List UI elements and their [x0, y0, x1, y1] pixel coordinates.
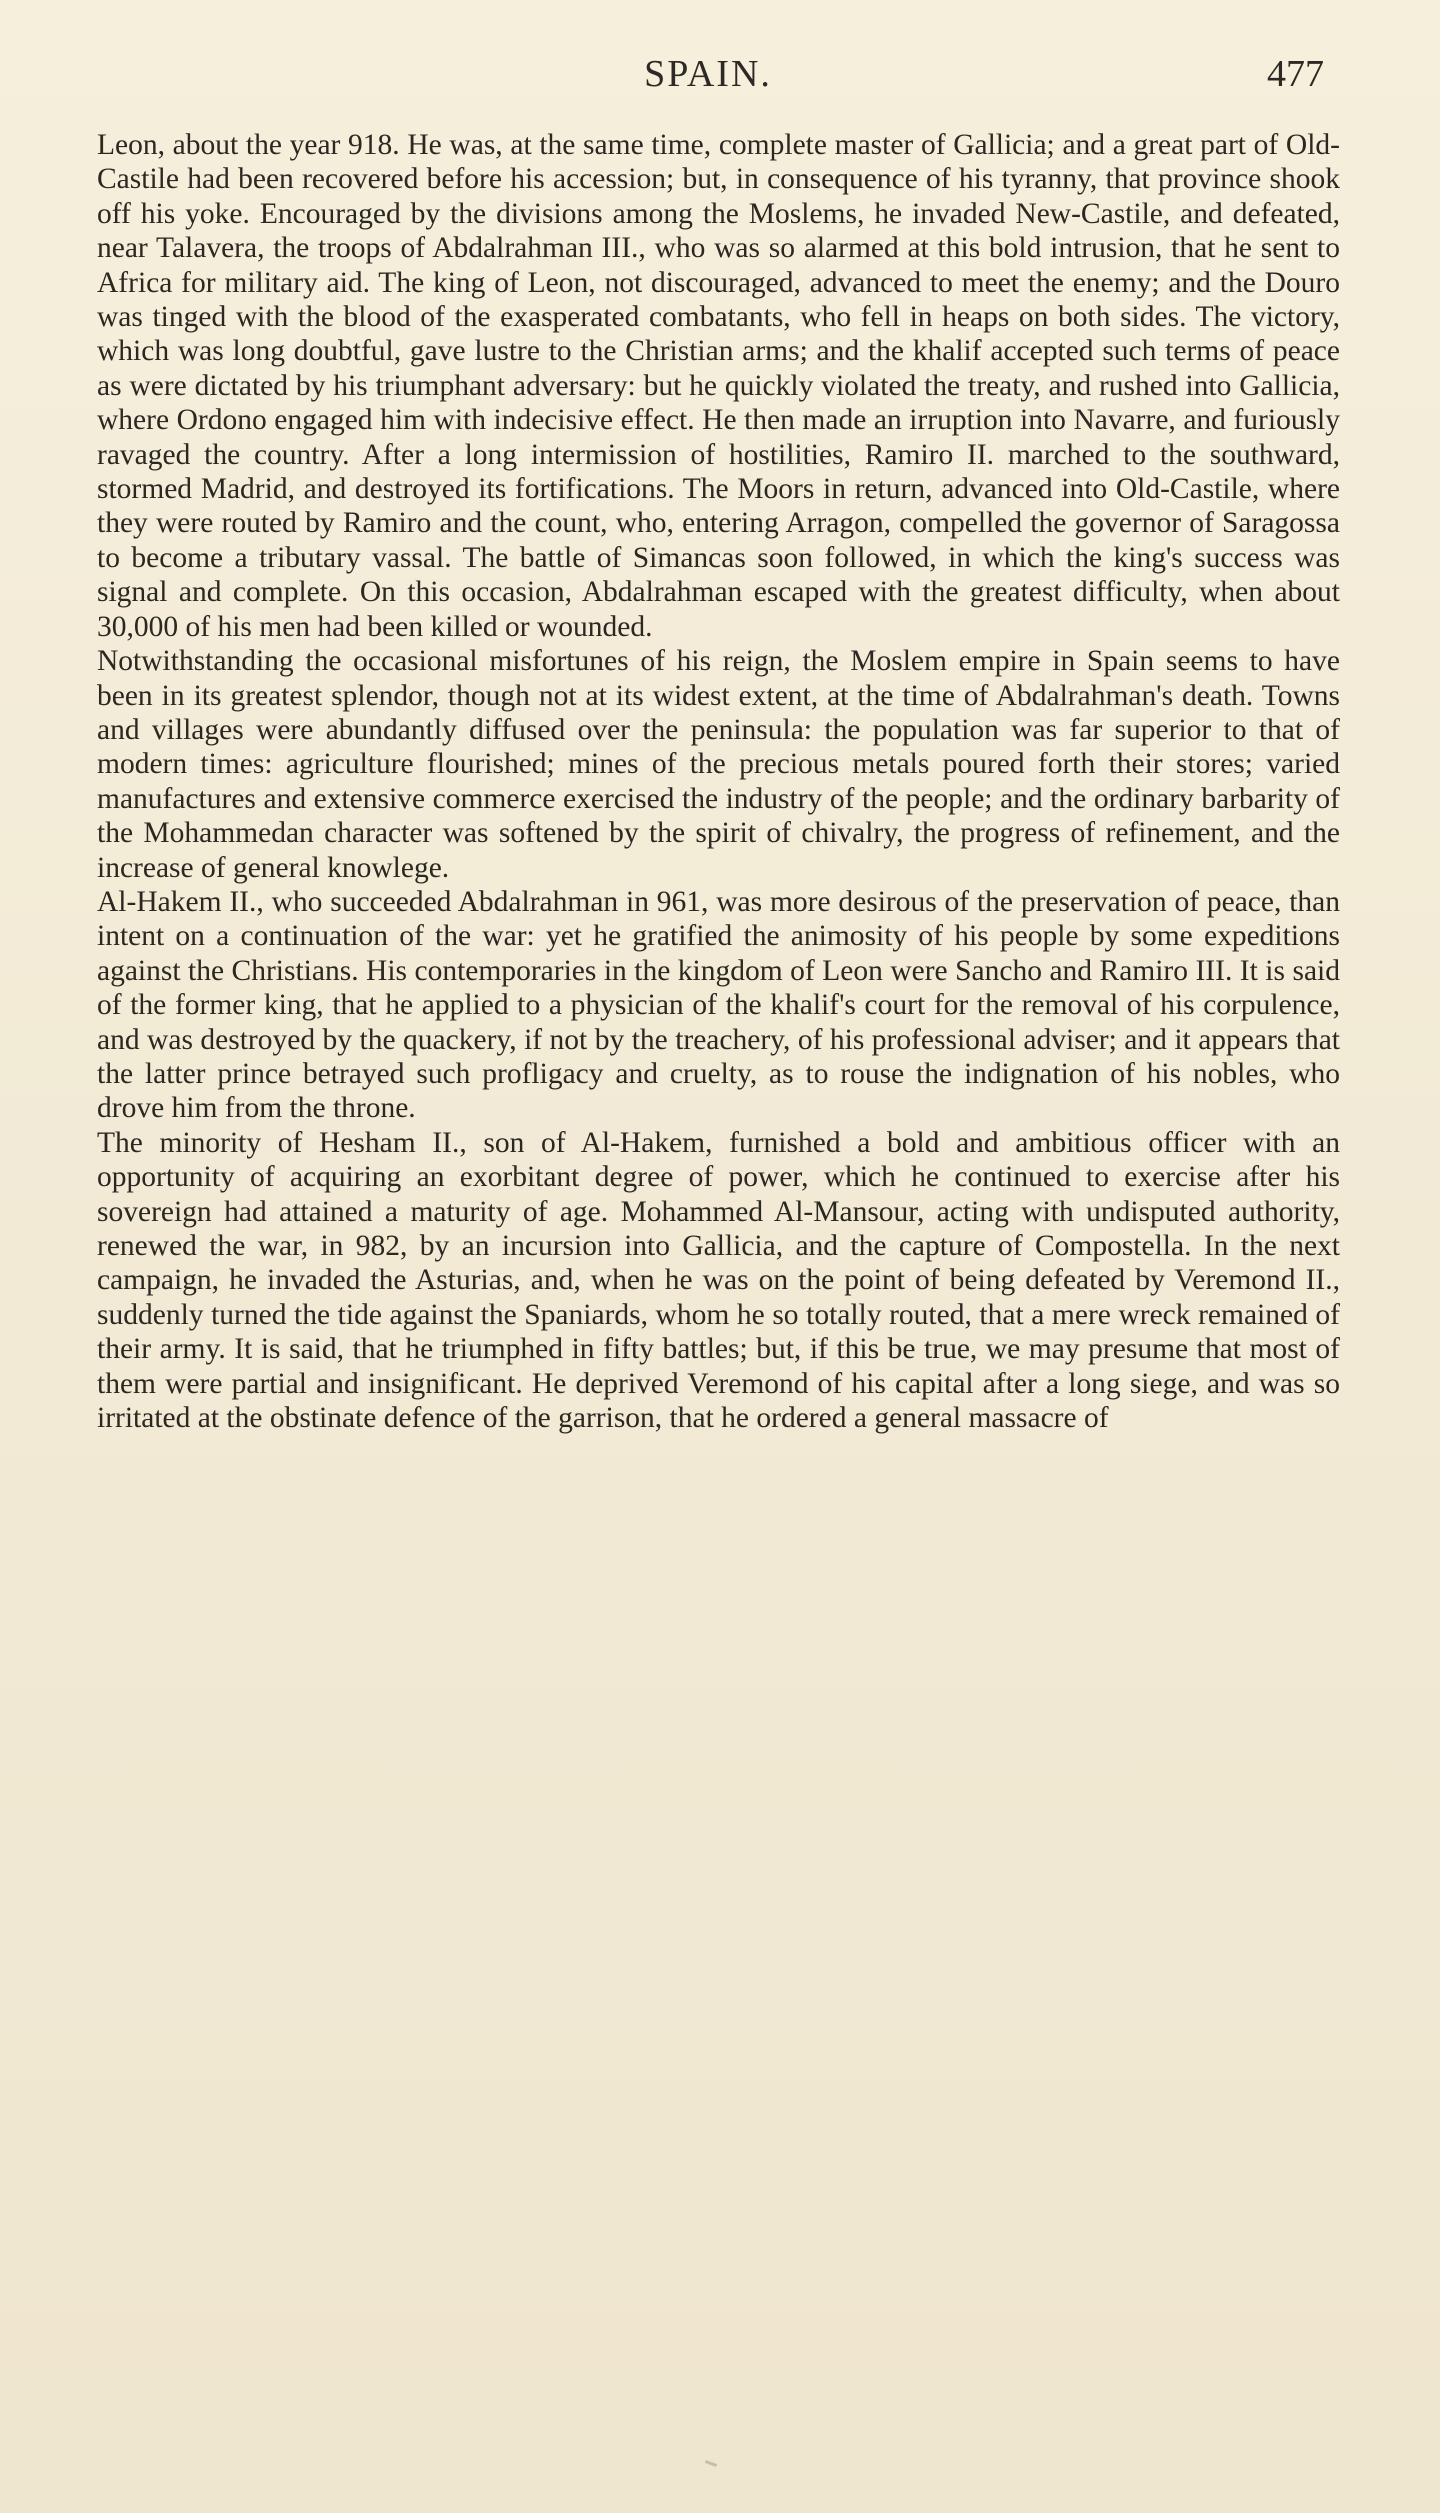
paragraph-3: Al-Hakem II., who succeeded Abdalrahman in 961, was more desirous of the preservation of peace, than intent on a continuation of the war: yet he gratified the animosity of his people by some expeditions against the Christians. His contemporaries in the kingdom of Leon were Sancho and Ramiro III. It is said of the former king, that he applied to a physician of the khalif's court for the removal of his corpulence, and was destroyed by the quackery, if not by the treachery, of his professional adviser; and it appears that the latter prince betrayed such profligacy and cruelty, as to rouse the indignation of his nobles, who drove him from the throne.: [97, 885, 1340, 1125]
print-mark: [705, 2460, 717, 2467]
paragraph-2: Notwithstanding the occasional misfortunes of his reign, the Moslem empire in Spain seems to have been in its greatest splendor, though not at its widest extent, at the time of Abdalrahman's death. Towns and villages were abundantly diffused over the peninsula: the population was far superior to that of modern times: agriculture flourished; mines of the precious metals poured forth their stores; varied manufactures and extensive commerce exercised the industry of the people; and the ordinary barbarity of the Mohammedan character was softened by the spirit of chivalry, the progress of refinement, and the increase of general knowlege.: [97, 645, 1340, 884]
page-number: 477: [1267, 53, 1324, 95]
paragraph-4: The minority of Hesham II., son of Al-Hakem, furnished a bold and ambitious officer with an opportunity of acquiring an exorbitant degree of power, which he continued to exercise after his sovereign had attained a maturity of age. Mohammed Al-Mansour, acting with undisputed authority, renewed the war, in 982, by an incursion into Gallicia, and the capture of Compostella. In the next campaign, he invaded the Asturias, and, when he was on the point of being defeated by Veremond II., suddenly turned the tide against the Spaniards, whom he so totally routed, that a mere wreck remained of their army. It is said, that he triumphed in fifty battles; but, if this be true, we may presume that most of them were partial and insignificant. He deprived Veremond of his capital after a long siege, and was so irritated at the obstinate defence of the garrison, that he ordered a general massacre of: [97, 1126, 1340, 1435]
body-text: [97, 128, 1340, 1435]
paragraph-1: Leon, about the year 918. He was, at the same time, complete master of Gallicia; and a great part of Old-Castile had been recovered before his accession; but, in consequence of his tyranny, that province shook off his yoke. Encouraged by the divisions among the Moslems, he invaded New-Castile, and defeated, near Talavera, the troops of Abdalrahman III., who was so alarmed at this bold intrusion, that he sent to Africa for military aid. The king of Leon, not discouraged, advanced to meet the enemy; and the Douro was tinged with the blood of the exasperated combatants, who fell in heaps on both sides. The victory, which was long doubtful, gave lustre to the Christian arms; and the khalif accepted such terms of peace as were dictated by his triumphant adversary: but he quickly violated the treaty, and rushed into Gallicia, where Ordono engaged him with indecisive effect. He then made an irruption into Navarre, and furiously ravaged the country. After a long intermission of hostilities, Ramiro II. marched to the southward, stormed Madrid, and destroyed its fortifications. The Moors in return, advanced into Old-Castile, where they were routed by Ramiro and the count, who, entering Arragon, compelled the governor of Saragossa to become a tributary vassal. The battle of Simancas soon followed, in which the king's success was signal and complete. On this occasion, Abdalrahman escaped with the greatest difficulty, when about 30,000 of his men had been killed or wounded.: [97, 129, 1340, 643]
page-header: [97, 52, 1437, 102]
running-title: SPAIN.: [644, 53, 772, 95]
